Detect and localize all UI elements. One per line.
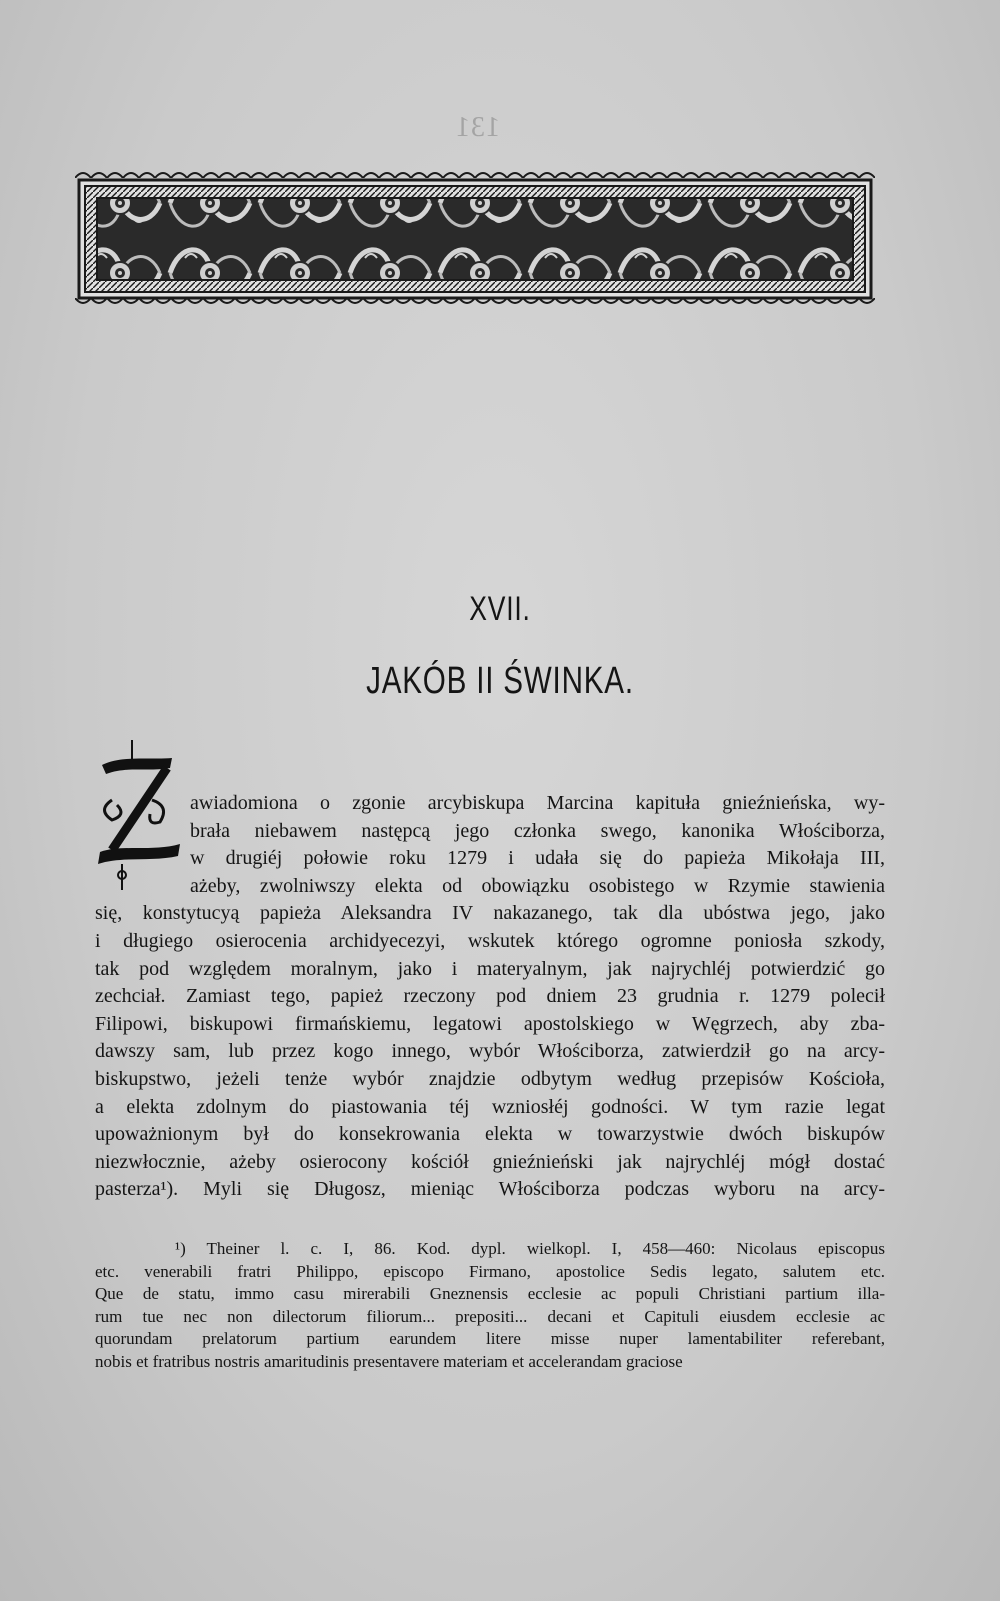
text-line: w drugiéj połowie roku 1279 i udała się do papieża Mikołaja III,	[190, 847, 885, 870]
text-line: dawszy sam, lub przez kogo innego, wybór Włościborza, zatwierdził go na arcy-	[95, 1040, 885, 1063]
footnote-line: ¹) Theiner l. c. I, 86. Kod. dypl. wielkopl. I, 458—460: Nicolaus episcopus	[175, 1239, 885, 1258]
text-line: awiadomiona o zgonie arcybiskupa Marcina kapituła gnieźnieńska, wy-	[190, 792, 885, 814]
ornamental-headpiece	[75, 168, 875, 308]
text-line: tak pod względem moralnym, jako i materyalnym, jak najrychléj potwierdzić go	[95, 957, 885, 980]
text-line: ażeby, zwolniwszy elekta od obowiązku osobistego w Rzymie stawienia	[190, 874, 885, 897]
text-line: się, konstytucyą papieża Aleksandra IV nakazanego, tak dla ubóstwa jego, jako	[95, 902, 885, 925]
main-text	[95, 790, 885, 1204]
text-line: pasterza¹). Myli się Długosz, mieniąc Włościborza podczas wyboru na arcy-	[95, 1178, 885, 1201]
text-line: Filipowi, biskupowi firmańskiemu, legatowi apostolskiego w Węgrzech, aby zba-	[95, 1012, 885, 1035]
text-line: a elekta zdolnym do piastowania téj wzniosłéj godności. W tym razie legat	[95, 1095, 885, 1118]
text-line: zechciał. Zamiast tego, papież rzeczony pod dniem 23 grudnia r. 1279 polecił	[95, 985, 885, 1008]
text-line: i długiego osierocenia archidyecezyi, wskutek którego ogromne poniosła szkody,	[95, 929, 885, 952]
footnote-line: quorundam prelatorum partium earundem litere misse nuper lamentabiliter referebant,	[95, 1329, 885, 1349]
page-number: 131	[455, 112, 500, 143]
chapter-title: JAKÓB II ŚWINKA.	[366, 660, 634, 702]
text-line: brała niebawem następcą jego członka swego, kanonika Włościborza,	[190, 819, 885, 842]
footnote-line: rum tue nec non dilectorum filiorum... prepositi... decani et Capituli eiusdem ecclesie ac	[95, 1306, 885, 1326]
text-line: upoważnionym był do konsekrowania elekta w towarzystwie dwóch biskupów	[95, 1123, 885, 1146]
footnote-line: Que de statu, immo casu mirerabili Gneznensis ecclesie ac populi Christiani partium illa-	[95, 1284, 885, 1304]
text-line: biskupstwo, jeżeli tenże wybór znajdzie odbytym według przepisów Kościoła,	[95, 1067, 885, 1090]
chapter-number: XVII.	[469, 590, 531, 628]
footnote-line: etc. venerabili fratri Philippo, episcopo Firmano, apostolice Sedis legato, salutem etc.	[95, 1261, 885, 1281]
text-line: niezwłocznie, ażeby osierocony kościół gnieźnieński jak najrychléj mógł dostać	[95, 1150, 885, 1173]
footnote-line: nobis et fratribus nostris amaritudinis presentavere materiam et accelerandam graciose	[95, 1351, 683, 1371]
footnotes	[95, 1238, 885, 1374]
